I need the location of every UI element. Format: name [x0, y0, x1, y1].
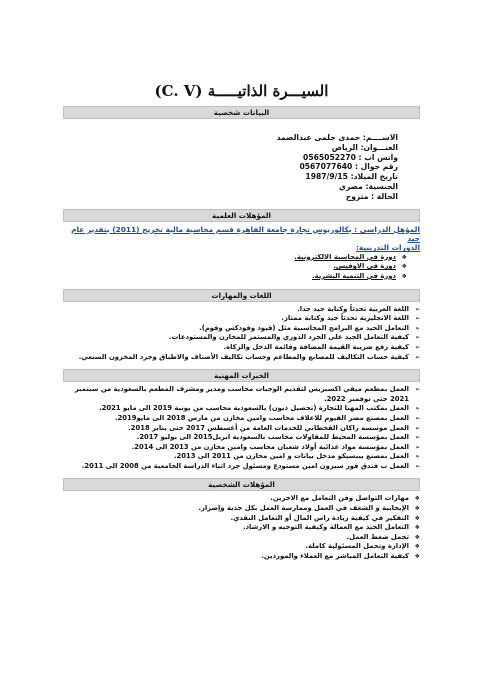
list-item: ❖ التفكير في كيفية زيادة راس المال أو التعامل النقدي.: [63, 514, 420, 524]
list-item: ➢ العمل بمكتب المهنا للتجارة (تحصيل ديون) بالسعودية محاسب من يونية 2019 الى مايو 2021.: [63, 404, 420, 414]
list-item: ➢ كيفية حساب التكاليف للمصانع والمطاعم وحساب تكاليف الأصناف والاطباق وجرد المخزون السنعي.: [63, 353, 420, 363]
birthdate-line: تاريخ الميلاد: 1987/9/15: [305, 172, 398, 182]
list-item: ❖ تحمل ضغط العمل.: [63, 533, 420, 543]
list-item: ➢ كيفية التعامل الجيد على الجرد الدوري والمستمر للمخازن والمستودعات.: [63, 333, 420, 343]
personal-info: [63, 122, 420, 202]
list-item: ❖ دورة في الاوفيس.: [63, 262, 420, 272]
list-item: ➢ العمل بمطعم ميقي اكسبريس لتقديم الوجبات محاسب ومدير ومشرف المطعم بالسعودية من سبتمبر 2021 حتى نوفمبر 2022.: [63, 385, 420, 404]
list-item: ❖ دورة في المحاسبة الالكترونية.: [63, 253, 420, 263]
experience-list: [63, 385, 420, 471]
list-item: ➢ العمل بمؤسسة مواد غذائية أولاد شعبان محاسب وامين مخازن من 2013 الى 2014.: [63, 443, 420, 453]
list-item: ❖ دورة في التنمية البشرية.: [63, 272, 420, 282]
list-item: ➢ العمل ب فندق فور سيزون امين مستودع ومسئول جرد اثناء الدراسة الجامعية من 2008 الى 2011.: [63, 462, 420, 472]
personal-qualities-section: [63, 478, 420, 561]
courses-list: [63, 253, 420, 282]
study-line: المؤهل الدراسي : بكالوريوس تجارة جامعة القاهرة قسم محاسبة مالية تخريج (2011) بتقدير عام جيد: [71, 224, 420, 243]
qualifications-heading: المؤهلات العلمية: [63, 209, 420, 222]
skills-list: [63, 305, 420, 363]
status-line: الحالة : متزوج: [345, 191, 398, 201]
list-item: ❖ الإيجابية و الشغف في العمل وممارسة العمل بكل جدية وإصرار.: [63, 504, 420, 514]
personal-section: [63, 106, 420, 202]
courses-label: الدورات التدريبية:: [355, 243, 420, 253]
list-item: ➢ العمل بمصنع مصر الفيوم للاعلاف محاسب وامين مخازن من مارس 2018 الى مايو2019.: [63, 414, 420, 424]
personal-qualities-list: [63, 494, 420, 561]
list-item: ❖ التعامل الجيد مع العمالة وكيفية التوجيه و الارشاد.: [63, 523, 420, 533]
list-item: ➢ العمل موسسه راكان القحطاني للخدمات العامة من أغسطس 2017 حتى يناير 2018.: [63, 424, 420, 434]
list-item: ➢ كيفية رفع ضريبة القيمة المضافة وقائمة الدخل والزكاة.: [63, 343, 420, 353]
name-line: الاســــم: حمدى حلمى عبدالصمد: [276, 133, 398, 142]
nationality-line: الجنسية: مصري: [338, 181, 398, 191]
address-line: العنـــوان: الرياض: [331, 142, 398, 152]
personal-qualities-heading: المؤهلات الشخصية: [63, 478, 420, 491]
skills-section: [63, 289, 420, 363]
experience-section: [63, 369, 420, 471]
experience-heading: الخبرات المهنية: [63, 369, 420, 382]
list-item: ➢ العمل بمصنع بيبسيكو مدخل بيانات و امين مخازن من 2011 الى 2013.: [63, 452, 420, 462]
personal-heading: البيانات شخصية: [63, 106, 420, 119]
skills-heading: اللغات والمهارات: [63, 289, 420, 302]
mobile-line: رقم جوال : 0567077640: [299, 162, 398, 172]
whatsapp-line: واتس اب : 0565052270: [303, 152, 398, 162]
qualifications-section: [63, 209, 420, 282]
list-item: ➢ العمل بمؤسسة المحيط للمقاولات محاسب بالسعودية ابريل2015 الى يوليو 2017.: [63, 433, 420, 443]
list-item: ❖ مهارات التواصل وفن التعامل مع الاخرين.: [63, 494, 420, 504]
list-item: ➢ اللغة العربية تحدثاً وكتابة جيد جدا.: [63, 305, 420, 315]
list-item: ➢ اللغة الانجليزية تحدثاً جيد وكتابة ممتاز.: [63, 314, 420, 324]
page-title: السيـــرة الذاتيـــــة (C. V): [154, 82, 329, 100]
list-item: ❖ كيفية التعامل المباشر مع العملاء والموردين.: [63, 552, 420, 562]
list-item: ❖ الإدارة وتحمل المسئولية كاملة.: [63, 542, 420, 552]
list-item: ➢ التعامل الجيد مع البرامج المحاسبية مثل (قيود وفودكس وقوم).: [63, 324, 420, 334]
